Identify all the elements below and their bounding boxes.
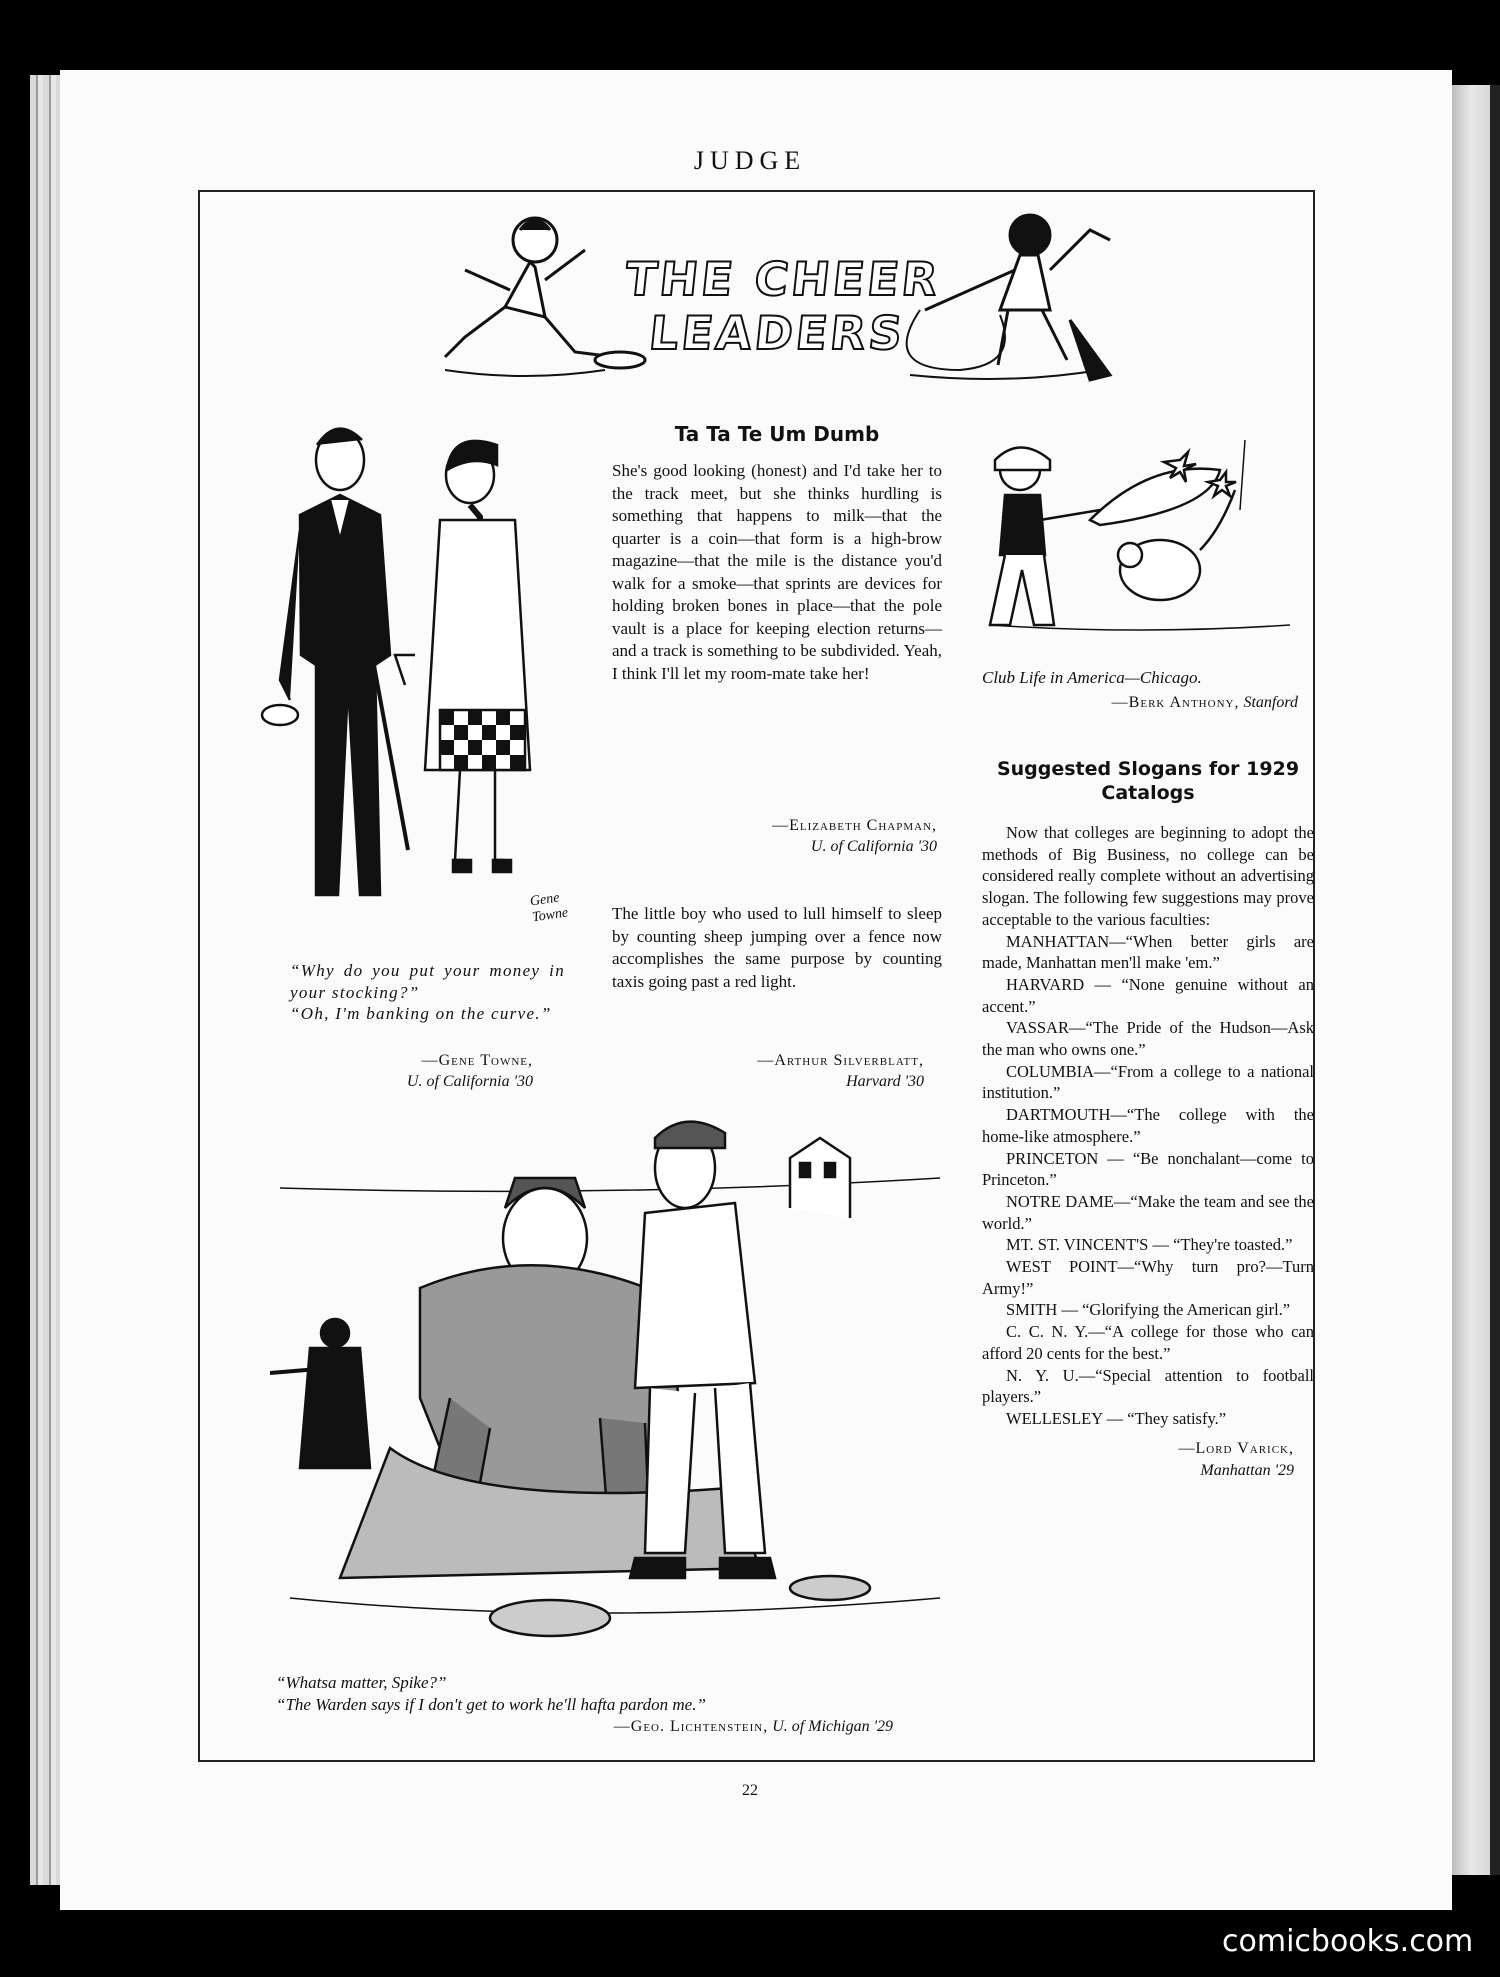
credit-name: —Arthur Silverblatt, bbox=[757, 1052, 924, 1069]
prison-cartoon-caption-q: “Whatsa matter, Spike?” bbox=[276, 1673, 447, 1692]
slogan-entry: COLUMBIA—“From a college to a national institution.” bbox=[982, 1061, 1314, 1103]
artist-signature: Gene Towne bbox=[529, 890, 570, 926]
credit-school: Stanford bbox=[1243, 694, 1298, 711]
slogan-entry: PRINCETON — “Be nonchalant—come to Princeton.” bbox=[982, 1148, 1314, 1190]
slogan-entry: MANHATTAN—“When better girls are made, Manhattan men'll make 'em.” bbox=[982, 931, 1314, 973]
masthead-title: THE CHEER LEADERS bbox=[622, 252, 944, 360]
slogan-entry: NOTRE DAME—“Make the team and see the world.” bbox=[982, 1191, 1314, 1233]
slogans-title bbox=[982, 757, 1314, 805]
credit-school: U. of California '30 bbox=[406, 1073, 533, 1090]
credit-school: U. of California '30 bbox=[810, 838, 937, 855]
slogan-entry: DARTMOUTH—“The college with the home-like atmosphere.” bbox=[982, 1105, 1314, 1146]
article-credit bbox=[612, 1050, 924, 1092]
slogan-entry: WEST POINT—“Why turn pro?—Turn Army!” bbox=[982, 1257, 1314, 1298]
left-cartoon-caption-q: “Why do you put your money in your stocking?” bbox=[290, 961, 565, 1002]
credit-school: Harvard '30 bbox=[846, 1073, 924, 1090]
slogans-title-line2: Catalogs bbox=[1101, 782, 1195, 804]
slogan-entry: C. C. N. Y.—“A college for those who can afford 20 cents for the best.” bbox=[982, 1322, 1314, 1363]
prison-cartoon-credit bbox=[276, 1716, 893, 1737]
prison-yard-drawing bbox=[270, 1118, 950, 1663]
club-life-drawing bbox=[980, 440, 1300, 640]
credit-name: —Berk Anthony, bbox=[1111, 694, 1240, 711]
article-credit bbox=[612, 815, 937, 857]
site-watermark: comicbooks.com bbox=[1222, 1924, 1474, 1959]
credit-school: Manhattan '29 bbox=[1200, 1461, 1294, 1479]
slogan-entry: VASSAR—“The Pride of the Hudson—Ask the man who owns one.” bbox=[982, 1018, 1314, 1060]
prison-cartoon-caption-a: “The Warden says if I don't get to work he'll hafta pardon me.” bbox=[276, 1695, 706, 1714]
masthead-illustration bbox=[430, 200, 1120, 385]
club-cartoon-caption: Club Life in America—Chicago. bbox=[982, 668, 1202, 687]
credit-name: —Elizabeth Chapman, bbox=[772, 817, 937, 834]
credit-name: —Gene Towne, bbox=[421, 1052, 533, 1069]
slogan-entry: HARVARD — “None genuine without an accent.” bbox=[982, 974, 1314, 1016]
slogan-entry: MT. ST. VINCENT'S — “They're toasted.” bbox=[1006, 1235, 1293, 1255]
left-cartoon-credit bbox=[290, 1050, 533, 1092]
gentleman-flapper-cartoon bbox=[255, 420, 595, 950]
club-life-cartoon bbox=[980, 440, 1300, 640]
slogans-credit bbox=[982, 1438, 1294, 1482]
slogans-intro: Now that colleges are beginning to adopt the methods of Big Business, no college can be considered really complete without an advertising slogan. The following few suggestions may prove acceptable to the various faculties: bbox=[982, 823, 1314, 929]
credit-school: U. of Michigan '29 bbox=[772, 1718, 893, 1735]
slogans-title-line1: Suggested Slogans for 1929 bbox=[996, 758, 1300, 780]
running-head: JUDGE bbox=[693, 146, 807, 175]
gentleman-flapper-drawing bbox=[255, 420, 595, 950]
left-cartoon-caption-a: “Oh, I'm banking on the curve.” bbox=[290, 1004, 552, 1023]
article-body: She's good looking (honest) and I'd take her to the track meet, but she thinks hurdling is something that happens to milk—that the quarter is a coin—that form is a high-brow magazine—that the mile is the distance you'd walk for a smoke—that sprints are devices for holding broken bones in place—that the pole vault is a place for keeping election returns—and a track is something to be subdivided. Yeah, I think I'll let my room-mate take her! bbox=[612, 461, 942, 683]
slogan-entry: SMITH — “Glorifying the American girl.” bbox=[1006, 1300, 1291, 1320]
article-body: The little boy who used to lull himself to sleep by counting sheep jumping over a fence now accomplishes the same purpose by counting taxis going past a red light. bbox=[612, 904, 942, 991]
credit-name: —Lord Varick, bbox=[1178, 1439, 1294, 1457]
page-number: 22 bbox=[742, 1782, 758, 1799]
club-cartoon-credit bbox=[982, 692, 1298, 713]
credit-name: —Geo. Lichtenstein, bbox=[613, 1718, 769, 1735]
prison-yard-cartoon bbox=[270, 1118, 950, 1663]
slogan-entry: N. Y. U.—“Special attention to football players.” bbox=[982, 1365, 1314, 1407]
slogans-column bbox=[982, 822, 1314, 1482]
article-title: Ta Ta Te Um Dumb bbox=[674, 422, 880, 446]
slogan-entry: WELLESLEY — “They satisfy.” bbox=[1006, 1408, 1227, 1428]
book-right-edge bbox=[1452, 85, 1500, 1875]
